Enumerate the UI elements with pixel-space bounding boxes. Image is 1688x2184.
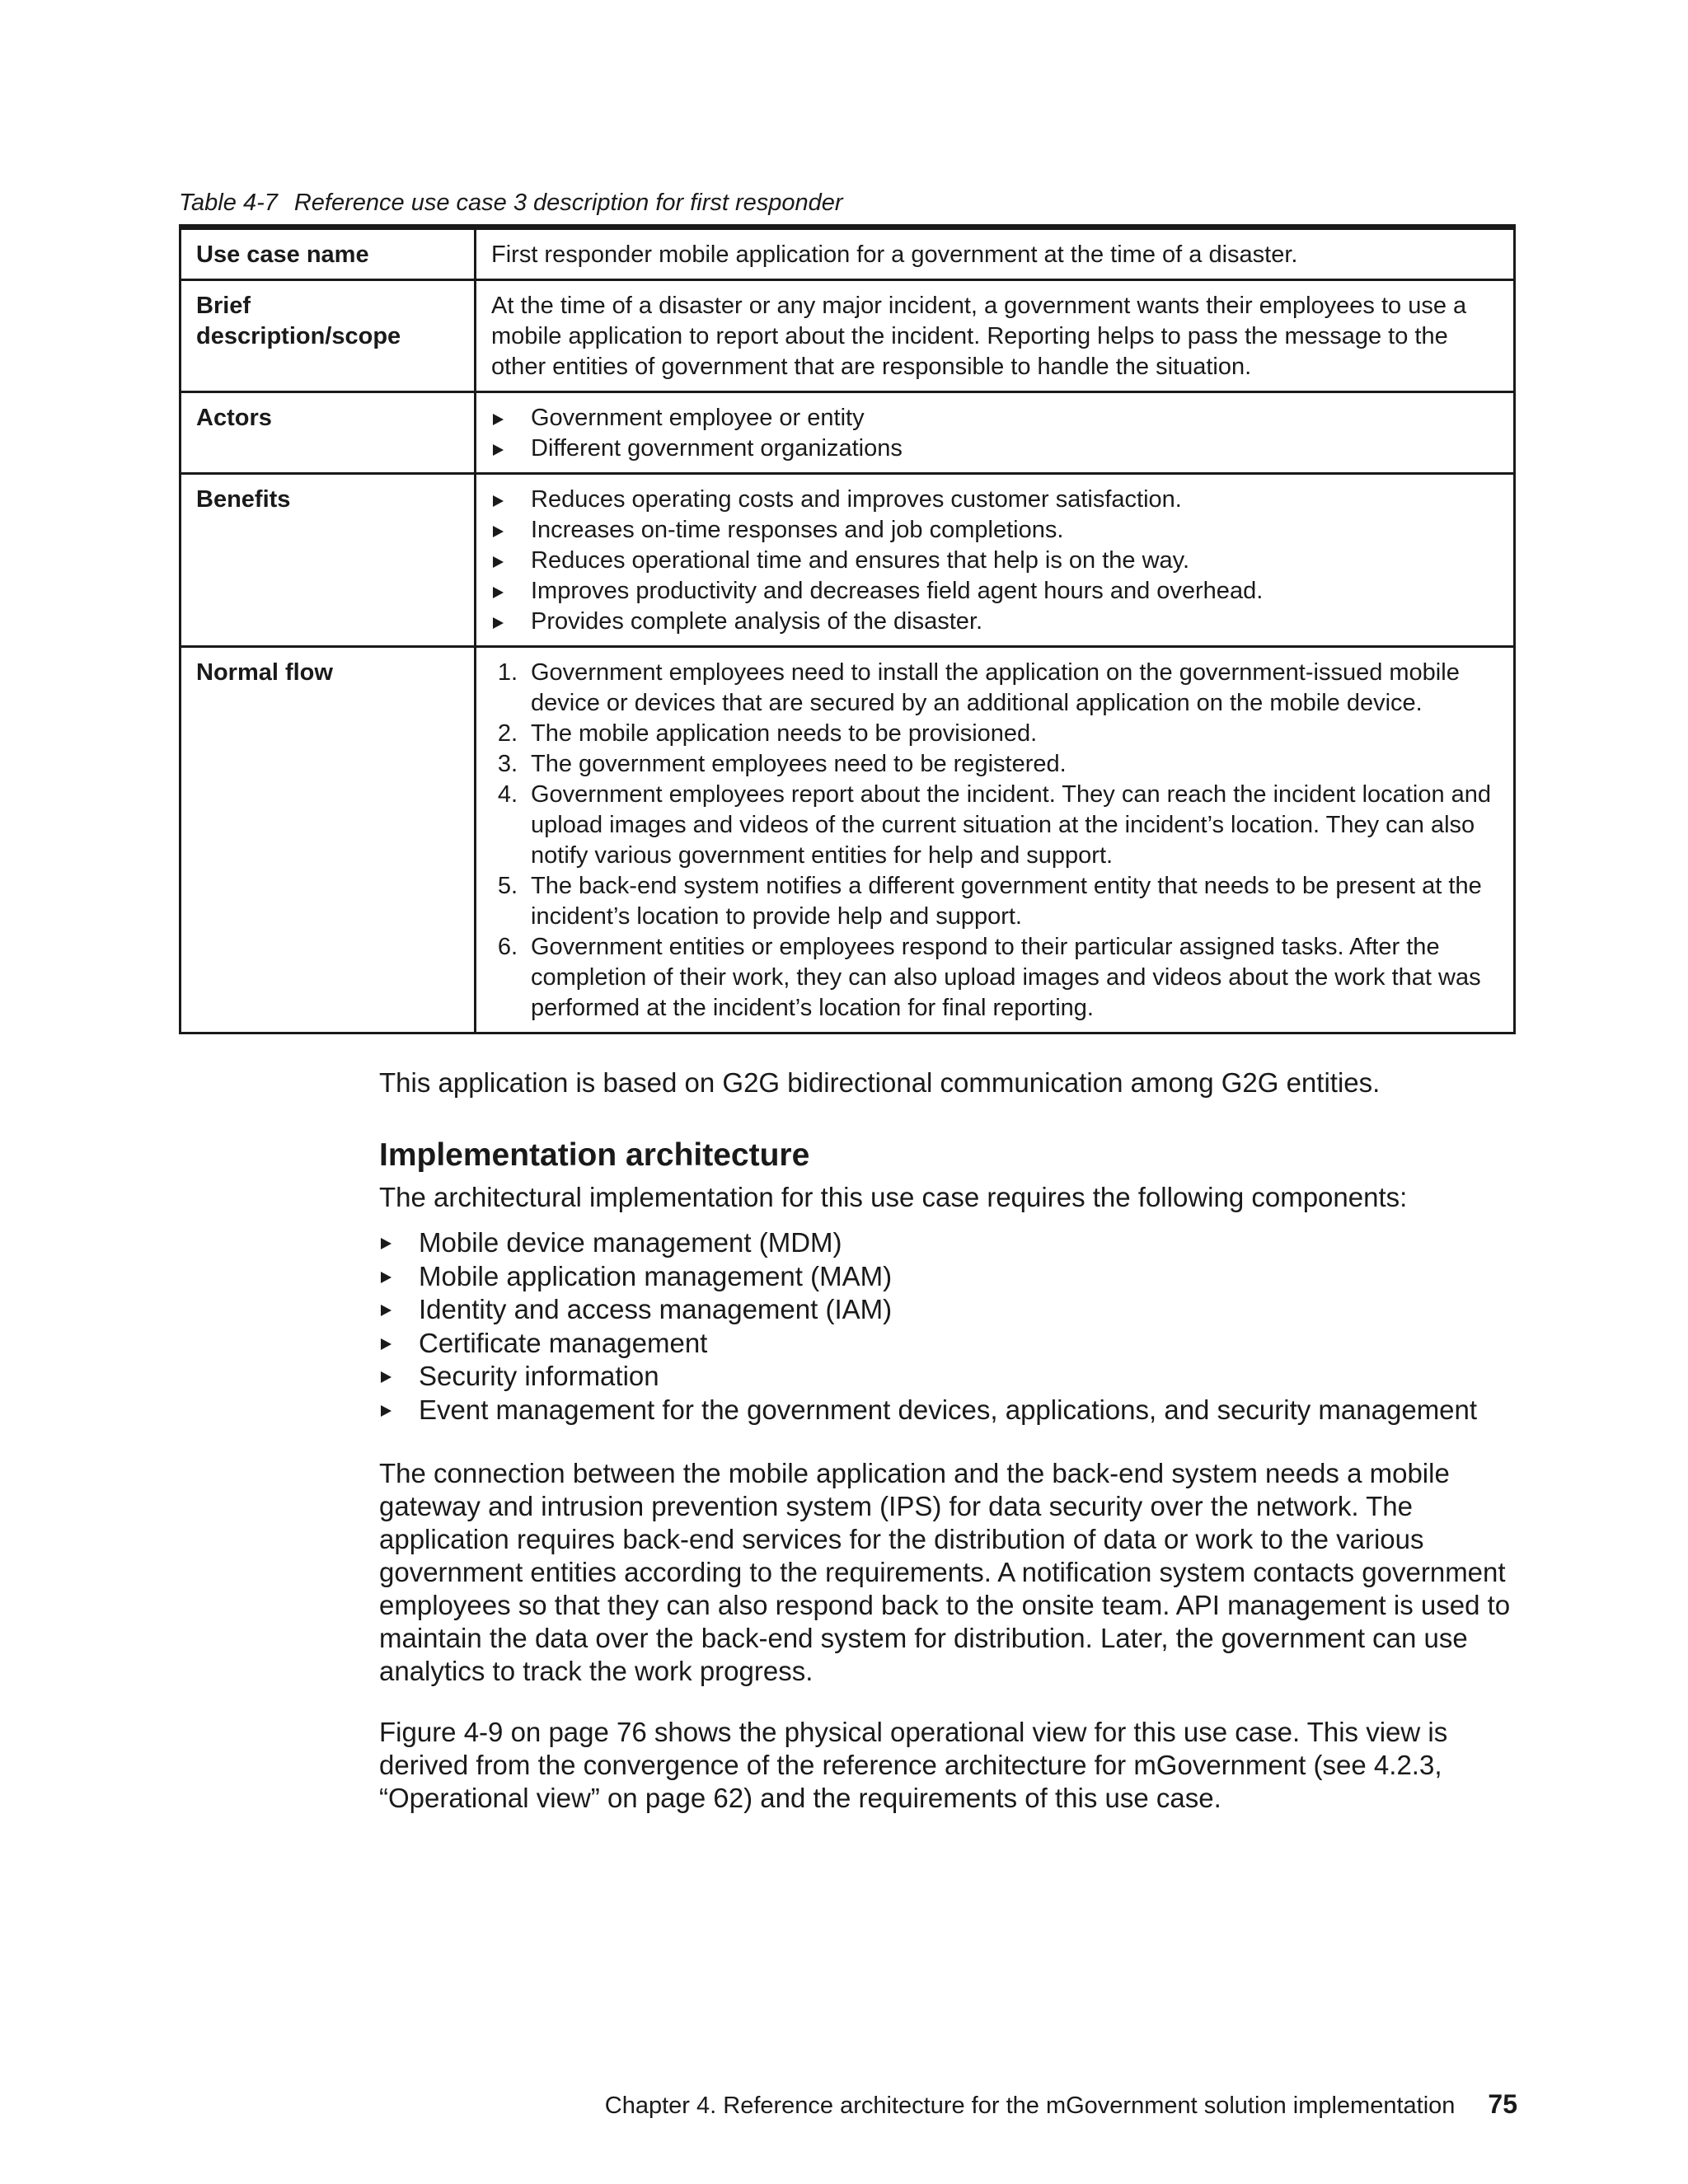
section-lead: The architectural implementation for this use case requires the following components: [379,1182,1408,1212]
step-text: The mobile application needs to be provisioned. [531,720,1038,747]
list-item: Security information [379,1360,1477,1394]
table-caption [179,190,843,217]
step-text: The back-end system notifies a different government entity that needs to be present at the incident’s location to provide help and support. [531,873,1482,930]
table-row [181,474,1515,647]
list-item [491,749,1498,780]
row-label: Normal flow [181,647,476,1033]
list-item: Event management for the government devices, applications, and security management [379,1394,1477,1427]
label-text: Brief description/scope [196,293,401,349]
list-item: Provides complete analysis of the disaster. [491,607,1498,637]
figure-reference-paragraph: Figure 4-9 on page 76 shows the physical operational view for this use case. This view is derived from the convergence of the reference architecture for mGovernment (see 4.2.3, “Operational view” on page 62) and the requirements of this use case. [379,1717,1448,1813]
step-text: Government employees need to install the application on the government-issued mobile device or devices that are secured by an additional application on the mobile device. [531,659,1460,716]
list-item [491,932,1498,1024]
row-label: Actors [181,392,476,474]
components-list [379,1226,1477,1427]
row-value [476,647,1515,1033]
list-item [491,719,1498,749]
list-item: Reduces operational time and ensures that help is on the way. [491,546,1498,576]
step-text: The government employees need to be registered. [531,751,1067,777]
step-text: Government employees report about the incident. They can reach the incident location and upload images and videos of the current situation at the incident’s location. They can also notify various government entities for help and support. [531,781,1492,869]
step-number: 1. [497,659,518,686]
list-item: Mobile device management (MDM) [379,1226,1477,1260]
list-item: Certificate management [379,1327,1477,1361]
list-item: Reduces operating costs and improves customer satisfaction. [491,485,1498,515]
table-row [181,227,1515,280]
list-item: Mobile application management (MAM) [379,1260,1477,1294]
table-caption-title: Reference use case 3 description for first responder [293,190,843,216]
list-item: Government employee or entity [491,403,1498,434]
benefits-list [491,485,1498,637]
table-row [181,392,1515,474]
body-paragraph: The connection between the mobile application and the back-end system needs a mobile gateway and intrusion prevention system (IPS) for data security over the network. The application requires back-end services for the distribution of data or work to the various government entities according to the requirements. A notification system contacts government employees so that they can also respond back to the onsite team. API management is used to maintain the data over the back-end system for distribution. Later, the government can use analytics to track the work progress. [379,1458,1511,1686]
list-item [491,871,1498,932]
page-number: 75 [1488,2089,1517,2119]
list-item [491,658,1498,719]
row-label [181,280,476,392]
table-row [181,280,1515,392]
step-number: 5. [497,873,518,899]
list-item: Different government organizations [491,434,1498,464]
step-number: 3. [497,751,518,777]
step-text: Government entities or employees respond to their particular assigned tasks. After the completion of their work, they can also upload images and videos about the work that was performed at the incident’s location for final reporting. [531,934,1481,1021]
list-item: Identity and access management (IAM) [379,1293,1477,1327]
row-value: At the time of a disaster or any major incident, a government wants their employees to use a mobile application to report about the incident. Reporting helps to pass the message to the other entities of government that are responsible to handle the situation. [476,280,1515,392]
row-label: Benefits [181,474,476,647]
intro-paragraph: This application is based on G2G bidirectional communication among G2G entities. [379,1067,1381,1098]
table-caption-number: Table 4-7 [179,190,278,216]
table-row [181,647,1515,1033]
list-item [491,780,1498,871]
list-item: Increases on-time responses and job completions. [491,515,1498,546]
list-item: Improves productivity and decreases field agent hours and overhead. [491,576,1498,607]
section-heading: Implementation architecture [379,1137,810,1173]
actors-list [491,403,1498,464]
use-case-table [179,224,1516,1034]
footer-chapter: Chapter 4. Reference architecture for the mGovernment solution implementation [604,2093,1456,2119]
row-value: First responder mobile application for a government at the time of a disaster. [476,227,1515,280]
normal-flow-list [491,658,1498,1024]
row-label: Use case name [181,227,476,280]
step-number: 4. [497,781,518,808]
step-number: 6. [497,934,518,960]
row-value [476,392,1515,474]
page-footer [605,2089,1517,2120]
step-number: 2. [497,720,518,747]
row-value [476,474,1515,647]
